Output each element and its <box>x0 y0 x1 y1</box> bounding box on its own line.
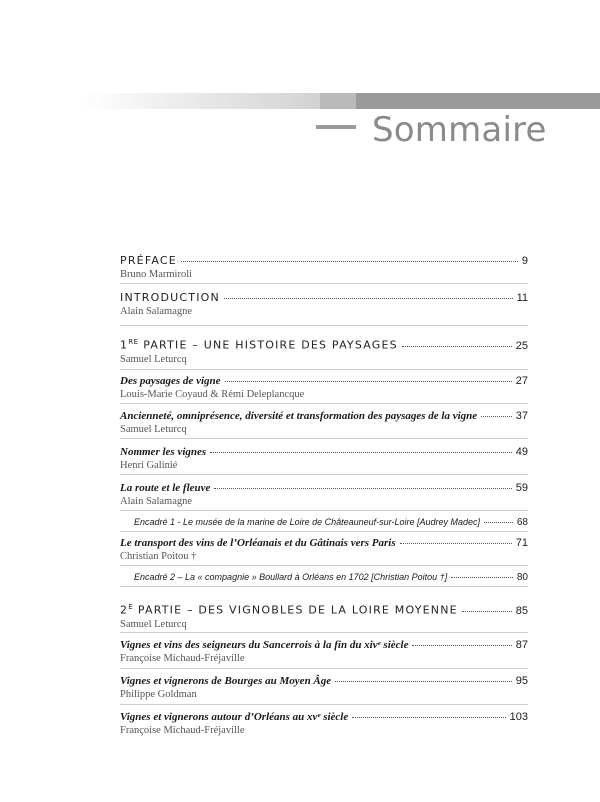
toc-entry-page: 25 <box>515 339 528 352</box>
toc-entry-author: Philippe Goldman <box>120 689 197 700</box>
toc-entry-box[interactable] <box>120 517 528 528</box>
toc-entry-article[interactable] <box>120 711 528 736</box>
separator-line <box>120 531 528 532</box>
toc-entry-box[interactable] <box>120 572 528 583</box>
toc-entry-author: Alain Salamagne <box>120 306 193 317</box>
leader-dots <box>352 717 505 718</box>
toc-entry-title: Vignes et vins des seigneurs du Sancerrois à la fin du xivᵉ siècle <box>120 639 409 651</box>
leader-dots <box>402 346 512 347</box>
toc-entry-page: 71 <box>515 537 528 549</box>
toc-entry-title: $2^E$ PARTIE – DES VIGNOBLES DE LA LOIRE MOYENNE <box>120 603 458 617</box>
separator-line <box>120 510 528 511</box>
toc-entry-article[interactable] <box>120 410 528 435</box>
toc-entry-title: Vignes et vignerons autour d’Orléans au xvᵉ siècle <box>120 711 349 723</box>
separator-line <box>120 369 528 370</box>
toc-entry-introduction[interactable] <box>120 291 528 317</box>
toc-entry-page: 27 <box>515 375 528 387</box>
toc-entry-author: Alain Salamagne <box>120 496 193 507</box>
leader-dots <box>335 681 512 682</box>
separator-line <box>120 438 528 439</box>
title-dash <box>316 125 356 129</box>
toc-entry-title: Ancienneté, omniprésence, diversité et transformation des paysages de la vigne <box>120 410 478 422</box>
leader-dots <box>484 522 513 523</box>
separator-line <box>120 668 528 669</box>
toc-entry-author: Françoise Michaud-Fréjaville <box>120 653 245 664</box>
header-band-mid <box>320 93 356 109</box>
leader-dots <box>451 577 513 578</box>
toc-entry-page: 49 <box>515 446 528 458</box>
toc-entry-title: INTRODUCTION <box>120 291 220 304</box>
leader-dots <box>181 261 518 262</box>
header-band-dark <box>356 93 600 109</box>
leader-dots <box>462 611 512 612</box>
separator-line <box>120 403 528 404</box>
toc-entry-title: La route et le fleuve <box>120 482 211 494</box>
separator-line <box>120 586 528 587</box>
toc-entry-article[interactable] <box>120 537 528 562</box>
toc-entry-author: Henri Galinié <box>120 460 178 471</box>
header-band-gradient <box>80 93 320 109</box>
toc-entry-author: Samuel Leturcq <box>120 424 187 435</box>
toc-entry-page: 9 <box>521 255 528 267</box>
toc-entry-page: 11 <box>516 292 528 304</box>
toc-entry-author: Christian Poitou † <box>120 551 197 562</box>
leader-dots <box>412 645 511 646</box>
toc-entry-article[interactable] <box>120 639 528 664</box>
toc-entry-part-1[interactable] <box>120 338 528 365</box>
separator-line <box>120 565 528 566</box>
toc-entry-author: Samuel Leturcq <box>120 353 187 365</box>
toc-entry-title: Des paysages de vigne <box>120 375 221 387</box>
toc-entry-preface[interactable] <box>120 254 528 280</box>
toc-entry-title: PRÉFACE <box>120 254 177 267</box>
toc-entry-article[interactable] <box>120 446 528 471</box>
leader-dots <box>214 488 511 489</box>
toc-entry-title: Encadré 2 – La « compagnie » Boullard à Orléans en 1702 [Christian Poitou †] <box>134 572 448 582</box>
page-title: Sommaire <box>372 110 547 150</box>
separator-line <box>120 474 528 475</box>
toc-entry-page: 103 <box>509 711 528 723</box>
separator-line <box>120 325 528 326</box>
toc-entry-page: 95 <box>515 675 528 687</box>
toc-entry-author: Françoise Michaud-Fréjaville <box>120 725 245 736</box>
toc-entry-page: 85 <box>515 604 528 617</box>
toc-entry-article[interactable] <box>120 482 528 507</box>
leader-dots <box>225 381 512 382</box>
separator-line <box>120 704 528 705</box>
toc-entry-page: 68 <box>516 517 528 528</box>
toc-entry-title: Nommer les vignes <box>120 446 207 458</box>
leader-dots <box>400 543 512 544</box>
toc-entry-part-2[interactable] <box>120 603 528 630</box>
toc-entry-title: Encadré 1 - Le musée de la marine de Loire de Châteauneuf-sur-Loire [Audrey Madec] <box>134 517 481 527</box>
toc-entry-article[interactable] <box>120 375 528 400</box>
leader-dots <box>224 298 513 299</box>
toc-entry-title: Le transport des vins de l’Orléanais et du Gâtinais vers Paris <box>120 537 396 549</box>
toc-entry-title: Vignes et vignerons de Bourges au Moyen Âge <box>120 675 332 687</box>
toc-entry-author: Bruno Marmiroli <box>120 269 193 280</box>
separator-line <box>120 632 528 633</box>
leader-dots <box>210 452 512 453</box>
toc-entry-page: 37 <box>515 410 528 422</box>
separator-line <box>120 283 528 284</box>
toc-entry-title: 1RE PARTIE – UNE HISTOIRE DES PAYSAGES <box>120 338 398 352</box>
toc-entry-author: Samuel Leturcq <box>120 618 187 630</box>
leader-dots <box>481 416 512 417</box>
toc-entry-article[interactable] <box>120 675 528 700</box>
toc-entry-author: Louis-Marie Coyaud & Rémi Deleplancque <box>120 389 305 400</box>
toc-entry-page: 87 <box>515 639 528 651</box>
toc-entry-page: 59 <box>515 482 528 494</box>
toc-entry-page: 80 <box>516 572 528 583</box>
